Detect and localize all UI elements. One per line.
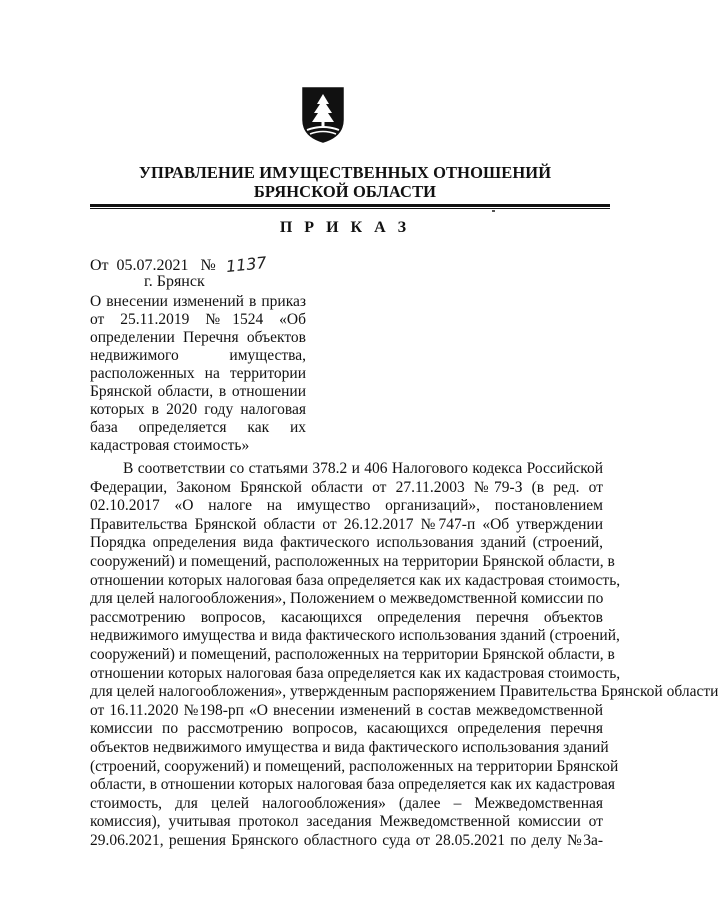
body-line: 02.10.2017 «О налоге на имущество организаций», постановлением (90, 497, 603, 515)
org-name-line1: УПРАВЛЕНИЕ ИМУЩЕСТВЕННЫХ ОТНОШЕНИЙ (138, 163, 552, 182)
body-line: сооружений) и помещений, расположенных на территории Брянской области, в (90, 645, 615, 663)
subject-line: расположенных на территории (90, 365, 306, 382)
subject-line: кадастровая стоимость» (90, 437, 250, 454)
body-line: отношении которых налоговая база определяется как их кадастровая стоимость, (90, 664, 621, 682)
body-line: области, в отношении которых налоговая база определяется как их кадастровая (90, 776, 615, 794)
body-line: В соответствии со статьями 378.2 и 406 Налогового кодекса Российской (123, 460, 603, 477)
body-line: стоимость, для целей налогообложения» (далее – Межведомственная (90, 794, 603, 812)
subject-line: которых в 2020 году налоговая (90, 401, 306, 418)
subject-line: база определяется как их (90, 419, 306, 436)
number-sign: № (200, 257, 216, 274)
body-line: от 16.11.2020 №198-рп «О внесении изменений в состав межведомственной (90, 701, 603, 719)
city: г. Брянск (144, 273, 205, 290)
body-line: объектов недвижимого имущества и вида фактического использования зданий (90, 738, 609, 756)
scan-speck (492, 210, 495, 212)
body-line: сооружений) и помещений, расположенных на территории Брянской области, в (90, 552, 615, 570)
body-line: недвижимого имущества и вида фактического использования зданий (строений, (90, 627, 620, 645)
body-line: комиссия), учитывая протокол заседания Межведомственной комиссии от (90, 813, 603, 831)
order-body (90, 460, 718, 850)
body-line: для целей налогообложения», утвержденным распоряжением Правительства Брянской области (90, 683, 718, 701)
body-line: отношении которых налоговая база определяется как их кадастровая стоимость, (90, 571, 621, 589)
date-label: От (90, 257, 109, 274)
body-line: рассмотрению вопросов, касающихся определения перечня объектов (90, 608, 603, 626)
order-date: 05.07.2021 (116, 257, 189, 274)
header-rule (90, 204, 610, 207)
order-title: П Р И К А З (279, 219, 411, 236)
body-line: (строений, сооружений) и помещений, расположенных на территории Брянской (90, 757, 619, 775)
body-line: Федерации, Законом Брянской области от 27.11.2003 №79-З (в ред. от (90, 478, 603, 496)
subject-line: Брянской области, в отношении (90, 383, 306, 400)
coat-of-arms-icon (301, 86, 345, 144)
order-subject (90, 293, 306, 455)
subject-line: определении Перечня объектов (90, 329, 306, 346)
order-number-handwritten: 1137 (224, 252, 268, 277)
header-rule-thin (90, 208, 610, 209)
subject-line: от 25.11.2019 №1524 «Об (90, 311, 306, 328)
body-line: комиссии по рассмотрению вопросов, касающихся определения перечня (90, 720, 603, 738)
body-line: 29.06.2021, решения Брянского областного суда от 28.05.2021 по делу №3а- (90, 831, 603, 849)
subject-line: недвижимого имущества, (90, 347, 306, 364)
subject-line: О внесении изменений в приказ (90, 293, 306, 310)
org-name-line2: БРЯНСКОЙ ОБЛАСТИ (253, 182, 437, 201)
body-line: Правительства Брянской области от 26.12.2017 №747-п «Об утверждении (90, 515, 603, 533)
order-date-number (90, 252, 268, 277)
body-line: для целей налогообложения», Положением о межведомственной комиссии по (90, 590, 604, 608)
body-line: Порядка определения вида фактического использования зданий (строений, (90, 534, 603, 552)
